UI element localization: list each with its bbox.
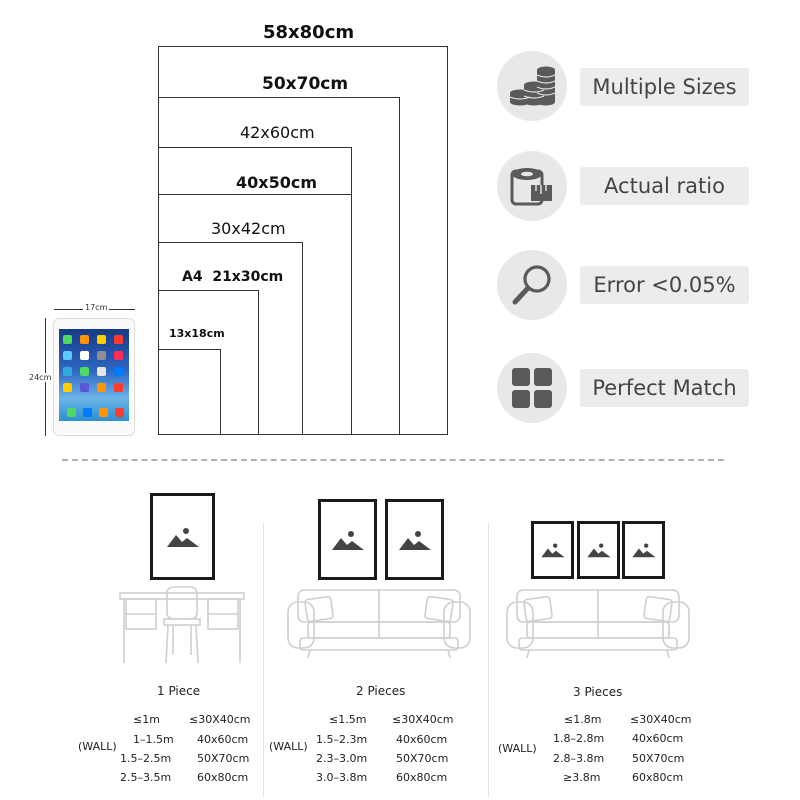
art-size: 60x80cm — [396, 771, 448, 784]
feature-label-multiple-sizes: Multiple Sizes — [580, 68, 749, 106]
app-icon — [114, 335, 123, 344]
art-size: 40x60cm — [396, 733, 448, 746]
wall-width: 1.8–2.8m — [553, 732, 605, 745]
app-icon — [114, 383, 123, 392]
app-icon — [114, 367, 123, 376]
section-divider — [62, 459, 724, 461]
app-icon — [97, 367, 106, 376]
feature-label-perfect-match: Perfect Match — [580, 369, 749, 407]
wall-art-frame — [531, 521, 574, 579]
art-size: 40x60cm — [197, 733, 249, 746]
art-size: ≤30X40cm — [630, 713, 692, 726]
panel-title: 2 Pieces — [356, 684, 406, 698]
wall-width: 3.0–3.8m — [316, 771, 368, 784]
app-icon — [80, 383, 89, 392]
frame-baseline — [158, 434, 448, 435]
size-label-58x80: 58x80cm — [263, 22, 355, 43]
app-icon — [97, 383, 106, 392]
wall-art-frame — [318, 499, 377, 580]
wall-width: 2.5–3.5m — [120, 771, 172, 784]
app-icon — [114, 351, 123, 360]
size-label-13x18: 13x18cm — [169, 327, 225, 340]
tablet-device — [53, 318, 135, 436]
wall-width: ≤1m — [133, 713, 160, 726]
app-icon — [80, 367, 89, 376]
panel-title: 1 Piece — [157, 684, 201, 698]
wall-label: (WALL) — [269, 740, 308, 753]
wall-label: (WALL) — [498, 742, 537, 755]
wall-label: (WALL) — [78, 740, 117, 753]
app-icon — [63, 367, 72, 376]
wall-art-frame — [577, 521, 620, 579]
app-icon — [83, 408, 92, 417]
app-icon — [80, 335, 89, 344]
app-icon — [63, 335, 72, 344]
feature-icon-badge — [497, 51, 567, 121]
feature-icon-badge — [497, 151, 567, 221]
app-icon — [63, 351, 72, 360]
wall-width: 1–1.5m — [133, 733, 174, 746]
app-icon — [80, 351, 89, 360]
app-icon — [97, 335, 106, 344]
art-size: 60x80cm — [197, 771, 249, 784]
panel-title: 3 Pieces — [573, 685, 623, 699]
art-size: 50X70cm — [197, 752, 250, 765]
tablet-screen — [59, 329, 129, 421]
wall-width: ≤1.8m — [564, 713, 602, 726]
size-label-42x60: 42x60cm — [240, 123, 315, 142]
coins-icon — [508, 64, 556, 108]
mountain-image-icon — [398, 529, 432, 551]
mountain-image-icon — [331, 529, 365, 551]
wall-width: 1.5–2.5m — [120, 752, 172, 765]
feature-icon-badge — [497, 353, 567, 423]
panel-divider — [263, 522, 264, 798]
size-label-40x50: 40x50cm — [236, 173, 318, 192]
art-size: 40x60cm — [632, 732, 684, 745]
wall-art-frame — [622, 521, 665, 579]
app-icon — [99, 408, 108, 417]
app-icon — [97, 351, 106, 360]
art-size: 50X70cm — [396, 752, 449, 765]
mountain-image-icon — [631, 542, 657, 558]
app-icon — [115, 408, 124, 417]
art-size: 60x80cm — [632, 771, 684, 784]
sofa-illustration — [286, 586, 472, 660]
sofa-illustration — [505, 586, 691, 660]
wall-art-frame — [385, 499, 444, 580]
feature-label-actual-ratio: Actual ratio — [580, 167, 749, 205]
wall-width: ≤1.5m — [329, 713, 367, 726]
wall-width: 1.5–2.3m — [316, 733, 368, 746]
size-label-30x42: 30x42cm — [211, 219, 286, 238]
tablet-height-label: 24cm — [29, 373, 52, 382]
feature-label-error: Error <0.05% — [580, 266, 749, 304]
mountain-image-icon — [540, 542, 566, 558]
tablet-width-label: 17cm — [85, 303, 108, 312]
magnifier-icon — [509, 262, 555, 308]
mountain-image-icon — [586, 542, 612, 558]
mountain-image-icon — [166, 526, 200, 548]
size-label-50x70: 50x70cm — [262, 74, 349, 94]
frame-13x18 — [158, 349, 221, 434]
art-size: ≤30X40cm — [392, 713, 454, 726]
wall-width: ≥3.8m — [563, 771, 601, 784]
app-icon — [63, 383, 72, 392]
app-icon — [67, 408, 76, 417]
art-size: ≤30X40cm — [189, 713, 251, 726]
art-size: 50X70cm — [632, 752, 685, 765]
wall-width: 2.8–3.8m — [553, 752, 605, 765]
feature-icon-badge — [497, 250, 567, 320]
wall-art-frame — [150, 493, 215, 580]
grid-icon — [511, 367, 553, 409]
desk-chair-illustration — [118, 585, 246, 665]
tape-measure-icon — [509, 163, 555, 209]
panel-divider — [488, 522, 489, 798]
wall-width: 2.3–3.0m — [316, 752, 368, 765]
size-label-a4: A4 21x30cm — [182, 269, 284, 285]
